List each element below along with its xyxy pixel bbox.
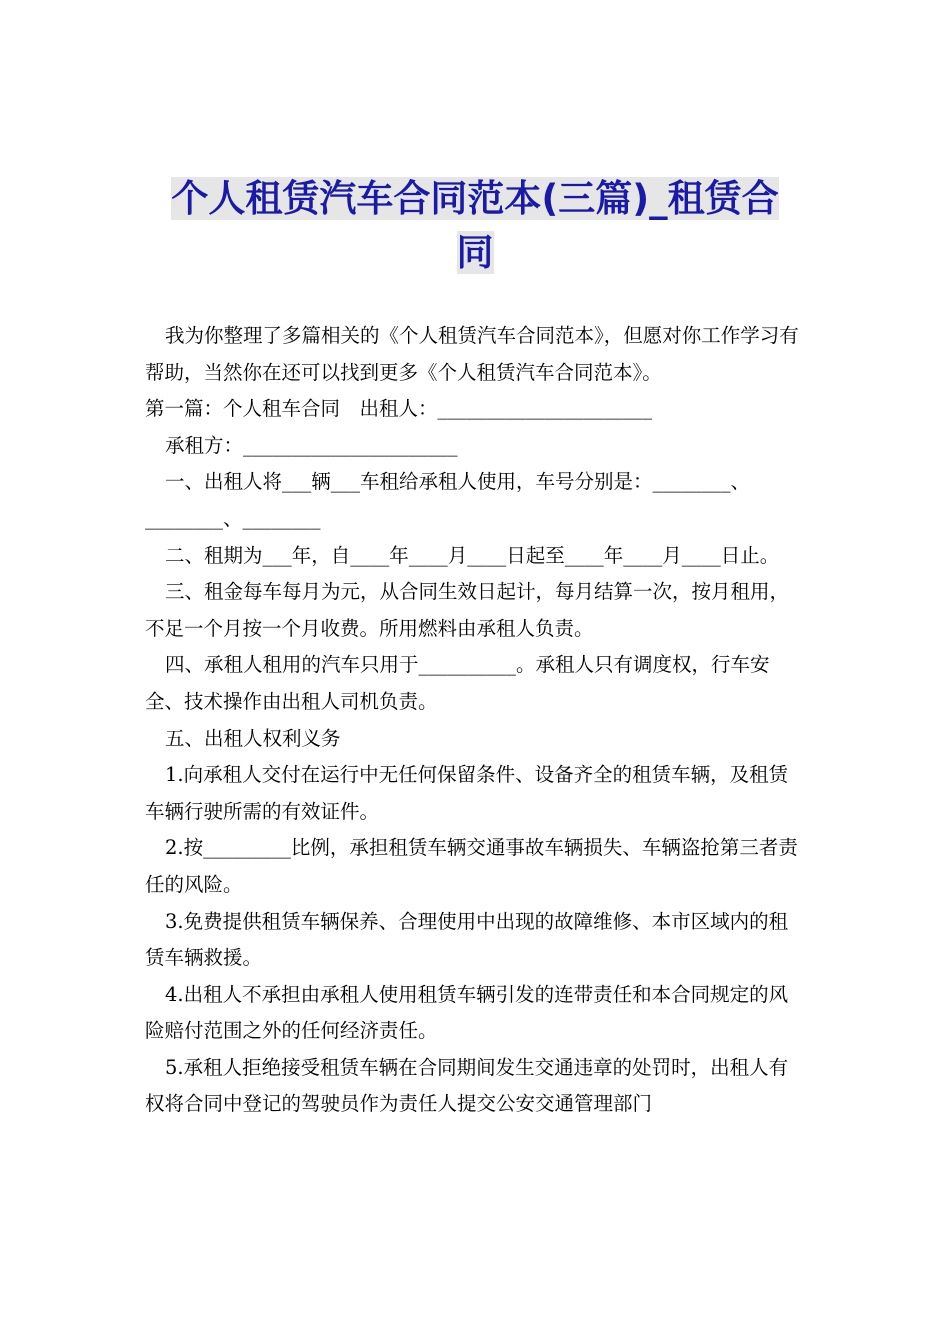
clause-5-item-4: 4.出租人不承担由承租人使用租赁车辆引发的连带责任和本合同规定的风险赔付范围之外的任何经济责任。 xyxy=(145,982,789,1043)
title-line-2: 同 xyxy=(456,231,494,274)
clause-4: 四、承租人租用的汽车只用于__________。承租人只有调度权，行车安全、技术操作由出租人司机负责。 xyxy=(145,653,770,713)
clause-2: 二、租期为___年，自____年____月____日起至____年____月____日止。 xyxy=(165,543,780,567)
intro-paragraph: 我为你整理了多篇相关的《个人租赁汽车合同范本》，但愿对你工作学习有帮助，当然你在还可以找到更多《个人租赁汽车合同范本》。 xyxy=(145,324,799,384)
clause-5-item-1: 1.向承租人交付在运行中无任何保留条件、设备齐全的租赁车辆，及租赁车辆行驶所需的有效证件。 xyxy=(145,763,789,823)
clause-5-item-3: 3.免费提供租赁车辆保养、合理使用中出现的故障维修、本市区域内的租赁车辆救援。 xyxy=(145,909,789,970)
title-line-1: 个人租赁汽车合同范本(三篇)_租赁合 xyxy=(171,177,779,220)
lessee-line: 承租方：______________________ xyxy=(165,433,458,457)
clause-5-item-2: 2.按_________比例，承担租赁车辆交通事故车辆损失、车辆盗抢第三者责任的风险。 xyxy=(145,836,798,896)
document-title xyxy=(145,172,805,280)
clause-5-item-5: 5.承租人拒绝接受租赁车辆在合同期间发生交通违章的处罚时，出租人有权将合同中登记的驾驶员作为责任人提交公安交通管理部门 xyxy=(145,1055,789,1116)
clause-5-heading: 五、出租人权利义务 xyxy=(165,726,341,750)
clause-3: 三、租金每车每月为元，从合同生效日起计，每月结算一次，按月租用，不足一个月按一个月收费。所用燃料由承租人负责。 xyxy=(145,580,790,640)
document-body xyxy=(145,318,807,1123)
clause-1: 一、出租人将___辆___车租给承租人使用，车号分别是：________、________、________ xyxy=(145,470,751,530)
part-one-lessor-line: 第一篇：个人租车合同 出租人：______________________ xyxy=(145,397,653,421)
